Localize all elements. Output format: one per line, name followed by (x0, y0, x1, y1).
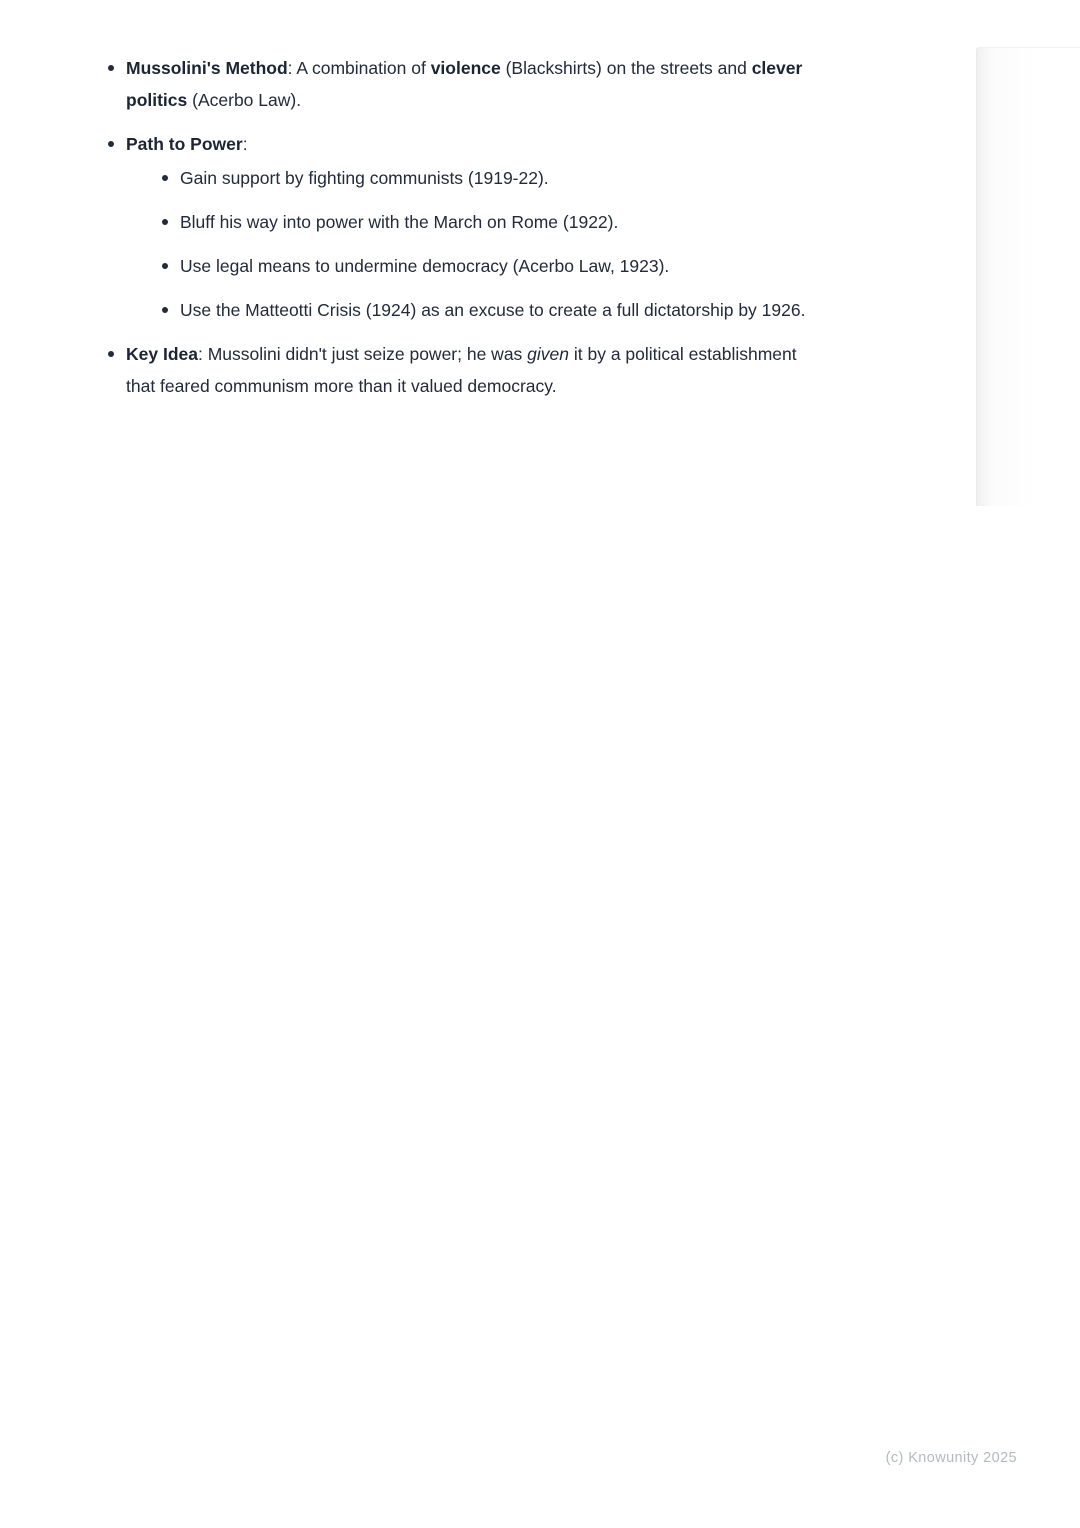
text-run: Key Idea (126, 344, 198, 364)
text-run: : A combination of (287, 58, 431, 78)
text-run: Use the Matteotti Crisis (1924) as an excuse to create a full dictatorship by 1926. (180, 300, 806, 320)
text-run: Bluff his way into power with the March on Rome (1922). (180, 212, 619, 232)
bullet-list (105, 52, 823, 402)
list-item (159, 162, 823, 194)
text-run: : (242, 134, 248, 154)
text-run: (Acerbo Law). (187, 90, 302, 110)
list-item-text (180, 212, 618, 232)
text-run: Use legal means to undermine democracy (Acerbo Law, 1923). (180, 256, 670, 276)
list-item-text (180, 256, 669, 276)
list-item-text (126, 344, 797, 396)
text-run: Gain support by fighting communists (1919-22). (180, 168, 549, 188)
list-item (159, 206, 823, 238)
text-run: it by a political establishment that feared communism more than it valued democracy. (126, 344, 797, 396)
list-item-text (126, 134, 248, 154)
text-run: given (527, 344, 570, 364)
text-run: violence (430, 58, 501, 78)
list-item (159, 294, 823, 326)
nested-list (159, 162, 823, 326)
list-item (105, 338, 823, 402)
document-content (105, 52, 823, 414)
list-item (105, 128, 823, 326)
adjacent-page-edge (976, 47, 1080, 506)
footer-copyright: (c) Knowunity 2025 (885, 1450, 1017, 1466)
text-run: (Blackshirts) on the streets and (500, 58, 752, 78)
text-run: Mussolini's Method (126, 58, 288, 78)
list-item (105, 52, 823, 116)
list-item (159, 250, 823, 282)
text-run: clever politics (126, 58, 803, 110)
text-run: : Mussolini didn't just seize power; he was (197, 344, 528, 364)
list-item-text (126, 58, 802, 110)
list-item-text (180, 300, 805, 320)
list-item-text (180, 168, 549, 188)
text-run: Path to Power (126, 134, 243, 154)
